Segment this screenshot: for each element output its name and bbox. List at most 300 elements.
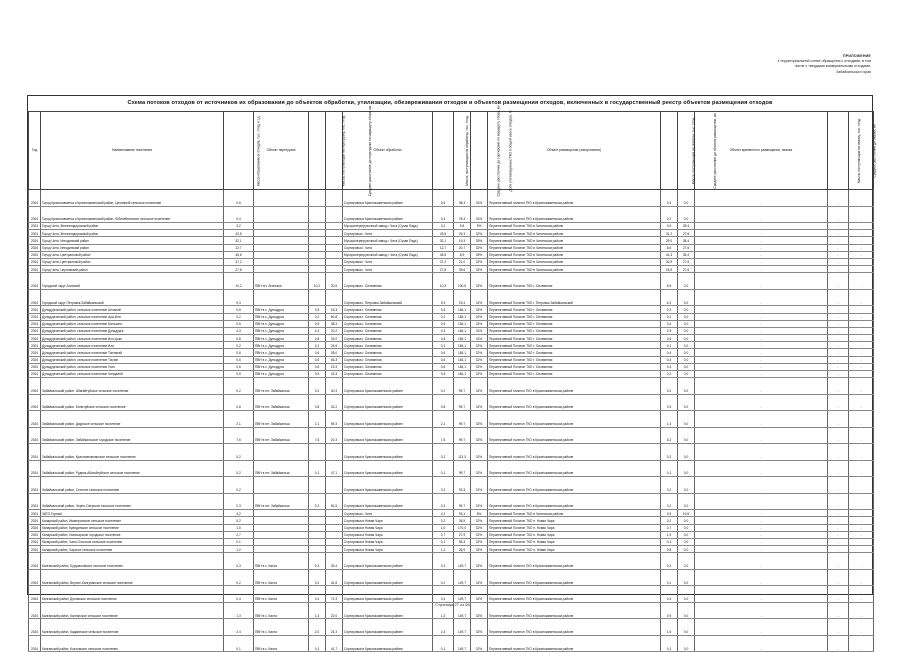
- table-cell: 0,1: [433, 538, 454, 545]
- table-cell: -: [695, 251, 828, 258]
- table-row: [29, 411, 874, 428]
- table-cell: 0,7: [661, 524, 678, 531]
- table-cell: ПВН в с. Калга: [254, 619, 309, 636]
- table-cell: Город Краснокаменск и Краснокаменский район, Юбилейнинское сельское поселение: [41, 206, 224, 223]
- table-cell: Сортировка г. Чита: [343, 266, 433, 273]
- table-cell: 32%: [471, 327, 488, 334]
- table-cell: 2,4: [224, 619, 254, 636]
- table-cell: 0,5: [224, 306, 254, 313]
- table-cell: -: [849, 510, 874, 517]
- table-cell: ПВН в с. Дульдурга: [254, 371, 309, 378]
- table-cell: 43,5: [433, 230, 454, 237]
- table-cell: ПВН в пгт. Забайкальск: [254, 411, 309, 428]
- table-cell: 0,4: [661, 320, 678, 327]
- table-cell: -: [828, 320, 849, 327]
- table-cell: 36,5: [454, 517, 471, 524]
- table-cell: -: [695, 635, 828, 652]
- table-cell: 0,4: [224, 586, 254, 603]
- table-row: [29, 553, 874, 570]
- table-cell: 2024: [29, 517, 41, 524]
- table-cell: Дульдургинский район, сельское поселение Ихэ-Цоке: [41, 335, 224, 342]
- table-cell: Сортировка г. Оловянная: [343, 313, 433, 320]
- table-cell: 2,9: [661, 327, 678, 334]
- table-cell: Забайкальский район, Даурское сельское поселение: [41, 411, 224, 428]
- table-cell: 27,6: [678, 230, 695, 237]
- table-cell: 38,4: [678, 237, 695, 244]
- table-cell: Перспективный полигон ТКО в Краснокаменском районе: [488, 477, 661, 494]
- table-cell: 32%: [471, 306, 488, 313]
- table-row: [29, 586, 874, 603]
- table-cell: Сортировка г. Чита: [343, 230, 433, 237]
- table-cell: 4,3: [309, 327, 326, 334]
- table-cell: 4,3: [433, 327, 454, 334]
- table-cell: 0,8: [224, 394, 254, 411]
- table-cell: Сортировка в Краснокаменском районе: [343, 190, 433, 207]
- table-cell: 1,2: [433, 546, 454, 553]
- table-cell: ПВН в пгт. Забайкальск: [254, 378, 309, 395]
- table-cell: -: [695, 320, 828, 327]
- table-cell: 0,0: [678, 320, 695, 327]
- table-cell: Сортировка г. Петровск-Забайкальский: [343, 289, 433, 306]
- table-cell: 0,4: [224, 206, 254, 223]
- table-cell: 40,3: [326, 378, 343, 395]
- table-cell: Сортировка в Новая Чара: [343, 517, 433, 524]
- table-cell: 3,2: [433, 223, 454, 230]
- table-cell: -: [849, 190, 874, 207]
- table-cell: ПВН в с. Дульдурга: [254, 342, 309, 349]
- table-row: [29, 335, 874, 342]
- table-cell: [254, 230, 309, 237]
- table-cell: 0,2: [224, 444, 254, 461]
- table-row: [29, 342, 874, 349]
- table-cell: 18,9: [661, 266, 678, 273]
- table-cell: Перспективный Полигон ТКО г. Оловянная: [488, 342, 661, 349]
- table-cell: [326, 223, 343, 230]
- table-cell: Сортировка в Краснокаменском районе: [343, 460, 433, 477]
- table-cell: Перспективный Полигон ТКО в Читинском районе: [488, 266, 661, 273]
- table-cell: -: [828, 394, 849, 411]
- table-cell: -: [849, 493, 874, 510]
- table-cell: [254, 510, 309, 517]
- table-cell: 1,0: [224, 524, 254, 531]
- table-cell: -: [695, 313, 828, 320]
- table-cell: 32%: [471, 313, 488, 320]
- table-row: [29, 349, 874, 356]
- table-cell: 0,6: [661, 335, 678, 342]
- table-header-row: [29, 112, 874, 190]
- table-cell: 0,0: [678, 206, 695, 223]
- table-cell: -: [695, 349, 828, 356]
- table-cell: 32%: [471, 273, 488, 290]
- table-cell: -: [849, 273, 874, 290]
- table-cell: [254, 258, 309, 265]
- table-row: [29, 251, 874, 258]
- table-cell: 4,2: [224, 510, 254, 517]
- table-cell: 0,1: [309, 460, 326, 477]
- table-cell: ПВН в с. Калга: [254, 602, 309, 619]
- table-row: [29, 206, 874, 223]
- table-cell: 1,6: [661, 619, 678, 636]
- column-header: [828, 112, 862, 190]
- table-cell: 32%: [471, 363, 488, 370]
- table-cell: 2024: [29, 553, 41, 570]
- table-cell: Забайкальский район, Рудник-Абагайтуйское сельское поселение: [41, 460, 224, 477]
- table-cell: -: [695, 289, 828, 306]
- table-cell: 19,3: [454, 237, 471, 244]
- table-cell: [254, 244, 309, 251]
- table-cell: [309, 258, 326, 265]
- table-cell: [309, 266, 326, 273]
- table-cell: 0,1: [661, 538, 678, 545]
- table-cell: [309, 230, 326, 237]
- table-row: [29, 258, 874, 265]
- table-cell: 27,8: [433, 266, 454, 273]
- table-cell: 93,3: [454, 477, 471, 494]
- table-cell: -: [695, 306, 828, 313]
- table-cell: -: [828, 335, 849, 342]
- table-cell: Забайкальский район, Билитуйское сельское поселение: [41, 394, 224, 411]
- table-cell: Перспективный полигон ТКО в Краснокаменском районе: [488, 569, 661, 586]
- table-cell: 2,7: [433, 531, 454, 538]
- table-cell: Сортировка г. Чита: [343, 244, 433, 251]
- column-header-label: Масса, поступающая на полигон, тыс. т/год: [691, 117, 696, 184]
- table-cell: 0,5: [661, 394, 678, 411]
- table-cell: -: [849, 394, 874, 411]
- table-cell: 0,2: [224, 342, 254, 349]
- table-cell: -: [695, 258, 828, 265]
- table-cell: 0,0: [678, 427, 695, 444]
- table-cell: 0,4: [661, 190, 678, 207]
- table-cell: [309, 251, 326, 258]
- table-cell: -: [695, 477, 828, 494]
- table-cell: 0,4: [433, 586, 454, 603]
- table-cell: 19,6: [678, 510, 695, 517]
- table-cell: 1,2: [224, 546, 254, 553]
- table-cell: 0,2: [661, 517, 678, 524]
- table-cell: [254, 266, 309, 273]
- table-cell: 33,0: [326, 335, 343, 342]
- table-cell: -: [849, 427, 874, 444]
- table-cell: -: [849, 230, 874, 237]
- table-cell: Дульдургинский район, сельское поселение Бальзино: [41, 320, 224, 327]
- table-cell: Сортировка в Новая Чара: [343, 524, 433, 531]
- table-cell: -: [849, 349, 874, 356]
- table-cell: 39,6: [454, 266, 471, 273]
- table-row: [29, 223, 874, 230]
- table-cell: [309, 223, 326, 230]
- column-header-label: Среднее расстояние до свалки, км: [872, 123, 877, 178]
- table-row: [29, 327, 874, 334]
- table-cell: 2024: [29, 289, 41, 306]
- table-cell: -: [849, 444, 874, 461]
- table-cell: 81,5: [326, 493, 343, 510]
- table-cell: 32%: [471, 289, 488, 306]
- table-cell: 27,6: [678, 266, 695, 273]
- table-cell: -: [695, 524, 828, 531]
- table-cell: 37,2: [433, 258, 454, 265]
- table-cell: [326, 531, 343, 538]
- table-cell: 0,8: [309, 394, 326, 411]
- table-cell: 0,0: [678, 602, 695, 619]
- table-cell: Перспективный полигон ТКО в Краснокаменском районе: [488, 493, 661, 510]
- table-cell: -: [828, 546, 849, 553]
- table-cell: 184,1: [454, 349, 471, 356]
- table-cell: 32%: [471, 477, 488, 494]
- table-cell: ПВН пгт. Агинское: [254, 273, 309, 290]
- table-cell: 78,3: [454, 206, 471, 223]
- appendix-line: Забайкальского края: [836, 69, 871, 74]
- table-cell: Перспективный полигон ТКО в Краснокаменском районе: [488, 444, 661, 461]
- table-cell: Мусороперегрузочный завод г. Чита (Сухая Падь): [343, 251, 433, 258]
- table-cell: Сортировка в Краснокаменском районе: [343, 493, 433, 510]
- table-cell: Перспективный Полигон ТКО г. Оловянная: [488, 371, 661, 378]
- table-cell: Забайкальский район, Забайкальское городское поселение: [41, 427, 224, 444]
- table-cell: 0,1: [661, 342, 678, 349]
- table-cell: [326, 477, 343, 494]
- table-cell: [254, 289, 309, 306]
- table-cell: 0,2: [224, 569, 254, 586]
- waste-flow-table: [28, 105, 877, 652]
- table-cell: [326, 266, 343, 273]
- table-cell: ПВН в с. Калга: [254, 635, 309, 652]
- table-cell: 2024: [29, 586, 41, 603]
- table-cell: Сортировка в Новая Чара: [343, 546, 433, 553]
- table-cell: 0,3: [433, 553, 454, 570]
- table-cell: 0,1: [433, 460, 454, 477]
- table-cell: 4,3: [224, 327, 254, 334]
- table-cell: -: [695, 444, 828, 461]
- table-cell: Мусороперегрузочный завод г. Чита (Сухая Падь): [343, 223, 433, 230]
- table-cell: Город Чита, Железнодорожный район: [41, 230, 224, 237]
- table-cell: 99,7: [454, 427, 471, 444]
- table-cell: -: [828, 251, 849, 258]
- table-cell: -: [828, 313, 849, 320]
- table-cell: -: [695, 586, 828, 603]
- table-cell: 0,0: [678, 493, 695, 510]
- table-cell: Перспективный Полигон ТКО в Читинском районе: [488, 230, 661, 237]
- table-cell: Город Чита, Черновский район: [41, 266, 224, 273]
- table-cell: -: [695, 546, 828, 553]
- table-cell: Дульдургинский район, сельское поселение Таптанай: [41, 349, 224, 356]
- table-cell: Сортировка в Новая Чара: [343, 538, 433, 545]
- table-cell: 32%: [471, 619, 488, 636]
- table-cell: 2,7: [224, 531, 254, 538]
- table-cell: Сортировка г. Оловянная: [343, 320, 433, 327]
- column-header: [343, 112, 433, 190]
- table-cell: -: [849, 477, 874, 494]
- table-cell: 0,1: [661, 635, 678, 652]
- table-row: [29, 538, 874, 545]
- table-cell: 0,1: [224, 635, 254, 652]
- table-cell: 0,2: [224, 313, 254, 320]
- table-row: [29, 546, 874, 553]
- table-cell: -: [695, 493, 828, 510]
- table-cell: [254, 206, 309, 223]
- table-row: [29, 517, 874, 524]
- table-cell: -: [828, 206, 849, 223]
- table-cell: 99,7: [454, 493, 471, 510]
- table-cell: ПВН в с. Дульдурга: [254, 306, 309, 313]
- table-cell: 0,0: [678, 306, 695, 313]
- table-cell: Калганский район, Козловское сельское поселение: [41, 635, 224, 652]
- table-cell: 32%: [471, 206, 488, 223]
- table-row: [29, 427, 874, 444]
- table-cell: 9,8: [454, 223, 471, 230]
- table-cell: 2024: [29, 349, 41, 356]
- appendix-note: [721, 54, 871, 75]
- table-cell: -: [695, 371, 828, 378]
- table-cell: Сортировка в Краснокаменском районе: [343, 477, 433, 494]
- table-cell: Калганский район, Кадаинское сельское поселение: [41, 619, 224, 636]
- table-cell: -: [695, 237, 828, 244]
- table-cell: 0,4: [661, 349, 678, 356]
- table-cell: Сортировка в Краснокаменском районе: [343, 586, 433, 603]
- table-cell: Сортировка в Новая Чара: [343, 531, 433, 538]
- table-cell: -: [828, 342, 849, 349]
- table-cell: Перспективный полигон ТКО в Краснокаменском районе: [488, 394, 661, 411]
- table-cell: 32%: [471, 517, 488, 524]
- table-cell: 32%: [471, 244, 488, 251]
- table-cell: Сортировка г. Чита: [343, 510, 433, 517]
- table-cell: 0,2: [661, 444, 678, 461]
- table-cell: -: [695, 411, 828, 428]
- table-row: [29, 493, 874, 510]
- table-cell: 7,6: [433, 427, 454, 444]
- table-cell: 0,0: [678, 363, 695, 370]
- table-cell: 43,3: [326, 371, 343, 378]
- table-cell: 0,5: [433, 371, 454, 378]
- table-row: [29, 363, 874, 370]
- table-cell: [254, 477, 309, 494]
- table-cell: [309, 546, 326, 553]
- table-cell: -: [849, 619, 874, 636]
- table-cell: Перспективный полигон ТКО в Краснокаменском районе: [488, 619, 661, 636]
- table-cell: 2024: [29, 371, 41, 378]
- table-row: [29, 244, 874, 251]
- table-cell: 0,6: [224, 190, 254, 207]
- table-cell: -: [849, 553, 874, 570]
- table-cell: 24,6: [326, 342, 343, 349]
- table-cell: 28,9: [454, 546, 471, 553]
- table-cell: 0,2: [224, 460, 254, 477]
- table-cell: [254, 517, 309, 524]
- table-cell: 2024: [29, 356, 41, 363]
- table-cell: -: [849, 251, 874, 258]
- table-cell: 23,4: [454, 289, 471, 306]
- table-cell: 45,6: [224, 251, 254, 258]
- table-cell: 0,3: [309, 493, 326, 510]
- table-cell: 5,2: [661, 427, 678, 444]
- column-header-label: Масса, поступающая на свалку, тыс. т/год: [857, 118, 862, 183]
- table-cell: 93,1: [454, 510, 471, 517]
- table-cell: 0,2: [661, 493, 678, 510]
- table-cell: [309, 538, 326, 545]
- table-cell: 33,4: [326, 553, 343, 570]
- table-cell: Перспективный полигон ТКО в Краснокаменском районе: [488, 427, 661, 444]
- table-cell: -: [695, 335, 828, 342]
- table-cell: -: [849, 206, 874, 223]
- table-cell: 38,3: [454, 190, 471, 207]
- table-cell: 32%: [471, 444, 488, 461]
- table-cell: Перспективный Полигон ТКО в Читинском районе: [488, 223, 661, 230]
- table-cell: -: [828, 553, 849, 570]
- table-cell: ПВН в пгт. Забайкальск: [254, 394, 309, 411]
- table-cell: ПВН в с. Калга: [254, 569, 309, 586]
- table-cell: 32%: [471, 553, 488, 570]
- table-cell: 2024: [29, 493, 41, 510]
- table-cell: Перспективный Полигон ТКО п. Новая Чара: [488, 524, 661, 531]
- table-cell: 149,7: [454, 553, 471, 570]
- table-cell: Сортировка г. Оловянная: [343, 306, 433, 313]
- table-cell: 0,5: [433, 320, 454, 327]
- table-cell: Перспективный полигон ТКО в Краснокаменском районе: [488, 635, 661, 652]
- table-cell: 20,3: [326, 427, 343, 444]
- table-cell: Забайкальский район, Абагайтуйское сельское поселение: [41, 378, 224, 395]
- table-cell: -: [849, 602, 874, 619]
- table-cell: 0,0: [678, 635, 695, 652]
- table-cell: 0,2: [309, 342, 326, 349]
- table-cell: -: [849, 371, 874, 378]
- table-cell: Город Чита, Ингодинский район: [41, 237, 224, 244]
- column-header-label: Объект перегрузки: [266, 147, 296, 152]
- table-cell: -: [695, 602, 828, 619]
- table-cell: -: [828, 258, 849, 265]
- table-cell: 1,3: [309, 602, 326, 619]
- table-cell: 32%: [471, 230, 488, 237]
- table-cell: 184,1: [454, 371, 471, 378]
- table-cell: [309, 190, 326, 207]
- table-cell: 20,5: [326, 273, 343, 290]
- table-cell: Перспективный Полигон ТКО г. Оловянная: [488, 356, 661, 363]
- table-cell: 29,3: [454, 230, 471, 237]
- table-cell: 149,7: [454, 586, 471, 603]
- table-cell: [309, 524, 326, 531]
- table-cell: 6,3: [661, 289, 678, 306]
- table-cell: 113,3: [454, 444, 471, 461]
- table-cell: -: [828, 349, 849, 356]
- table-cell: 0,6: [224, 356, 254, 363]
- table-cell: 0,2: [661, 553, 678, 570]
- table-cell: [326, 237, 343, 244]
- table-cell: -: [695, 394, 828, 411]
- table-cell: 2024: [29, 266, 41, 273]
- table-cell: 15,3: [326, 306, 343, 313]
- table-cell: 0,6: [309, 356, 326, 363]
- table-row: [29, 306, 874, 313]
- table-cell: 10,2: [433, 273, 454, 290]
- table-cell: 22,0: [326, 602, 343, 619]
- table-cell: Перспективный Полигон ТКО г. Оловянная: [488, 306, 661, 313]
- table-cell: ПВН в пгт. Забайкальск: [254, 493, 309, 510]
- table-cell: ПВН в с. Дульдурга: [254, 349, 309, 356]
- table-cell: 0,1: [661, 460, 678, 477]
- table-cell: 0,4: [433, 206, 454, 223]
- table-cell: Сортировка в Краснокаменском районе: [343, 635, 433, 652]
- table-cell: 1,9: [661, 531, 678, 538]
- table-cell: 24,3: [326, 619, 343, 636]
- table-cell: -: [828, 444, 849, 461]
- table-cell: 38,3: [326, 320, 343, 327]
- table-cell: 28,0: [326, 349, 343, 356]
- table-cell: -: [849, 524, 874, 531]
- table-cell: -: [695, 356, 828, 363]
- table-cell: 99,7: [454, 460, 471, 477]
- table-cell: 8,6: [661, 244, 678, 251]
- table-cell: Перспективный Полигон ТКО г. Оловянная: [488, 349, 661, 356]
- table-cell: -: [828, 524, 849, 531]
- table-cell: 2,0: [309, 619, 326, 636]
- table-cell: Каларский район, Чапо-Ологское сельское поселение: [41, 538, 224, 545]
